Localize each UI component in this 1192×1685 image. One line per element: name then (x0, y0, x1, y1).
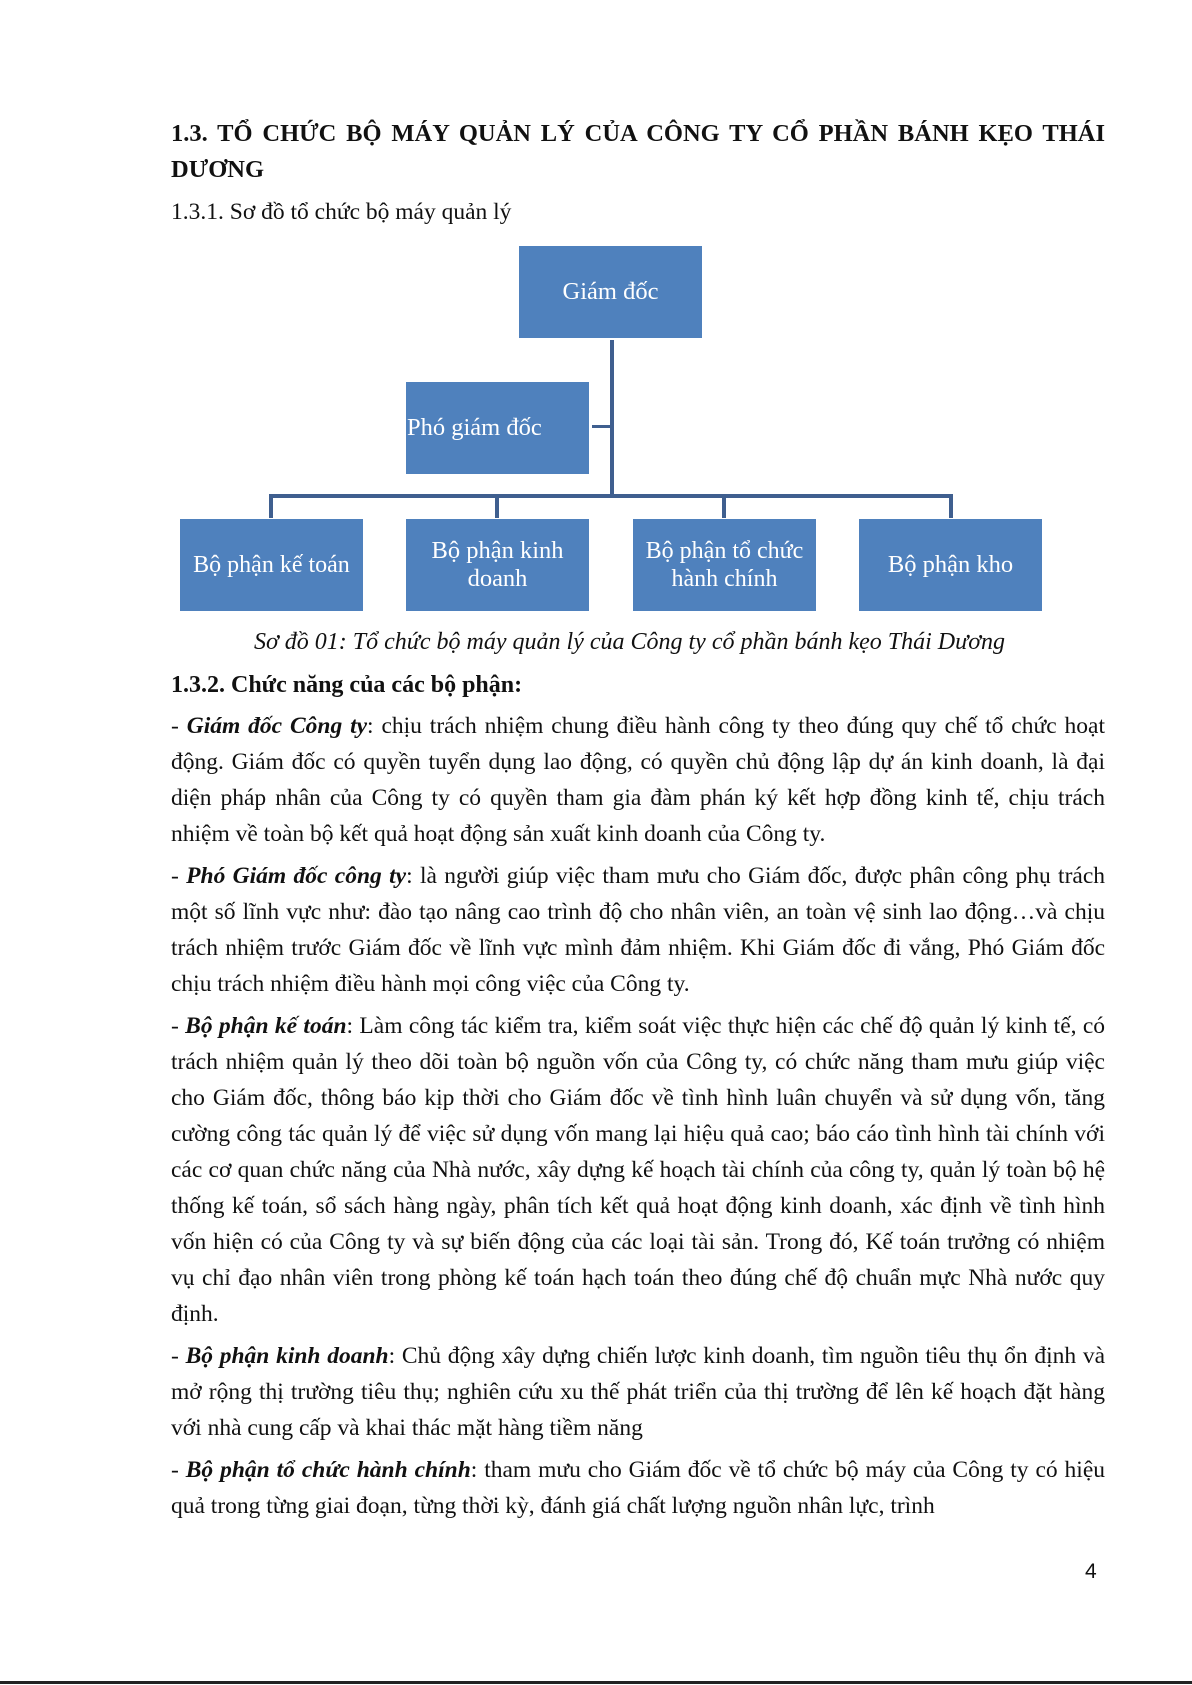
connector-horizontal (269, 494, 953, 498)
term-administration: Bộ phận tổ chức hành chính (185, 1457, 471, 1483)
connector-dept-1 (269, 494, 273, 518)
section-heading: 1.3. TỔ CHỨC BỘ MÁY QUẢN LÝ CỦA CÔNG TY CỔ PHẦN BÁNH KẸO THÁI DƯƠNG (171, 120, 1105, 183)
paragraph-prefix: - (171, 863, 187, 889)
org-box-deputy: Phó giám đốc (406, 382, 589, 474)
term-deputy: Phó Giám đốc công ty (186, 863, 407, 889)
paragraph-prefix: - (171, 713, 187, 739)
term-sales: Bộ phận kinh doanh (185, 1343, 389, 1369)
term-director: Giám đốc Công ty (186, 713, 368, 739)
connector-dept-4 (949, 494, 953, 518)
paragraph-prefix: - (171, 1457, 186, 1483)
paragraph-deputy (171, 858, 1105, 1002)
paragraph-accounting (171, 1008, 1105, 1332)
paragraph-administration (171, 1452, 1105, 1524)
org-chart-caption: Sơ đồ 01: Tổ chức bộ máy quản lý của Công ty cổ phần bánh kẹo Thái Dương (254, 629, 1006, 655)
paragraph-text: : chịu trách nhiệm chung điều hành công ty theo đúng quy chế tổ chức hoạt động. Giám đốc có quyền tuyển dụng lao động, có quyền chủ động lập dự án kinh doanh, là đại diện pháp nhân của Công ty có quyền tham gia đàm phán ký kết hợp đồng kinh tế, chịu trách nhiệm về toàn bộ kết quả hoạt động sản xuất kinh doanh của Công ty. (171, 713, 1105, 847)
page-number: 4 (1085, 1560, 1097, 1583)
org-box-director: Giám đốc (519, 246, 702, 338)
connector-trunk (610, 340, 614, 496)
term-accounting: Bộ phận kế toán (185, 1013, 347, 1039)
org-box-warehouse: Bộ phận kho (859, 519, 1042, 611)
paragraph-text: : tham mưu cho Giám đốc về tổ chức bộ máy của Công ty có hiệu quả trong từng giai đoạn, từng thời kỳ, đánh giá chất lượng nguồn nhân lực, trình (171, 1457, 1106, 1519)
connector-dept-2 (495, 494, 499, 518)
org-chart (0, 0, 1192, 640)
paragraph-text: : Chủ động xây dựng chiến lược kinh doanh, tìm nguồn tiêu thụ ổn định và mở rộng thị trường tiêu thụ; nghiên cứu xu thế phát triển của thị trường để lên kế hoạch đặt hàng với nhà cung cấp và khai thác mặt hàng tiềm năng (171, 1343, 1105, 1441)
functions-body (171, 708, 1105, 1530)
paragraph-text: : Làm công tác kiểm tra, kiểm soát việc thực hiện các chế độ quản lý kinh tế, có trách nhiệm quản lý theo dõi toàn bộ nguồn vốn của Công ty, có chức năng tham mưu giúp việc cho Giám đốc, thông báo kịp thời cho Giám đốc về tình hình luân chuyển và sử dụng vốn, tăng cường công tác quản lý để việc sử dụng vốn mang lại hiệu quả cao; báo cáo tình hình tài chính với các cơ quan chức năng của Nhà nước, xây dựng kế hoạch tài chính của công ty, quản lý toàn bộ hệ thống kế toán, sổ sách hàng ngày, phân tích kết quả hoạt động kinh doanh, xác định về tình hình vốn hiện có của Công ty và sự biến động của các loại tài sản. Trong đó, Kế toán trưởng có nhiệm vụ chỉ đạo nhân viên trong phòng kế toán hạch toán theo đúng chế độ chuẩn mực Nhà nước quy định. (171, 1013, 1106, 1327)
connector-dept-3 (722, 494, 726, 518)
paragraph-prefix: - (171, 1013, 186, 1039)
functions-title: 1.3.2. Chức năng của các bộ phận: (171, 672, 523, 698)
connector-deputy (592, 425, 612, 428)
paragraph-sales (171, 1338, 1105, 1446)
footer-rule (0, 1681, 1192, 1684)
org-chart-subheading: 1.3.1. Sơ đồ tổ chức bộ máy quản lý (171, 199, 512, 225)
org-box-sales: Bộ phận kinh doanh (406, 519, 589, 611)
org-box-administration: Bộ phận tổ chức hành chính (633, 519, 816, 611)
org-box-accounting: Bộ phận kế toán (180, 519, 363, 611)
paragraph-prefix: - (171, 1343, 186, 1369)
paragraph-text: : là người giúp việc tham mưu cho Giám đốc, được phân công phụ trách một số lĩnh vực như: đào tạo nâng cao trình độ cho nhân viên, an toàn vệ sinh lao động…và chịu trách nhiệm trước Giám đốc về lĩnh vực mình đảm nhiệm. Khi Giám đốc đi vắng, Phó Giám đốc chịu trách nhiệm điều hành mọi công việc của Công ty. (171, 863, 1106, 997)
paragraph-director (171, 708, 1105, 852)
